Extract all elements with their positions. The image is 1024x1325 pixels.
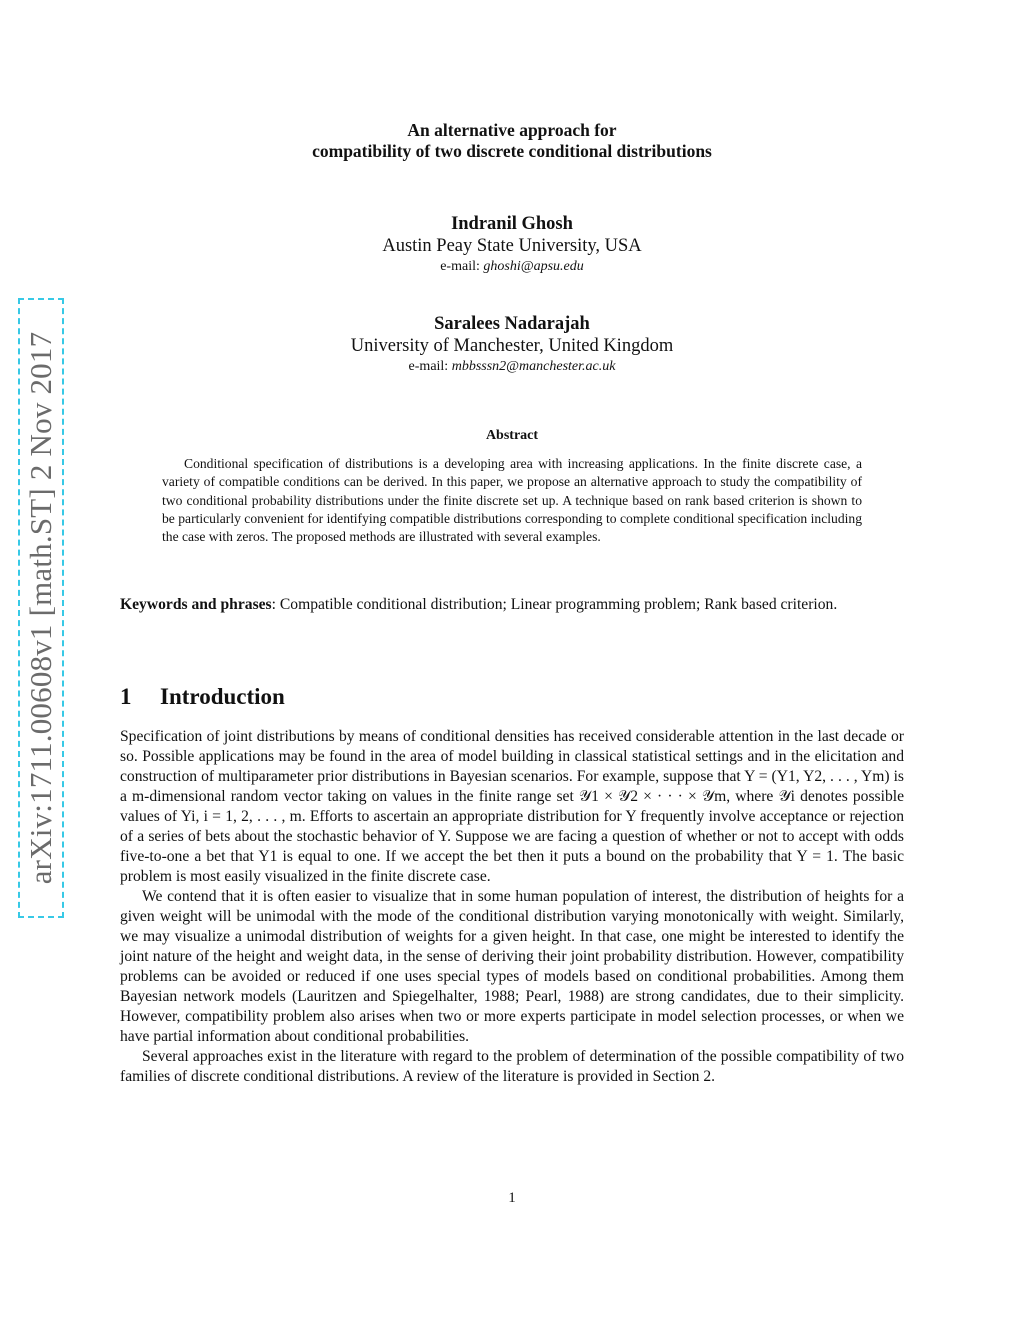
author-name: Indranil Ghosh — [451, 214, 573, 234]
author-email-line — [120, 257, 904, 277]
title-line-1: An alternative approach for — [407, 120, 617, 140]
keywords — [120, 595, 904, 615]
paper-title — [120, 120, 904, 162]
abstract-body — [162, 455, 862, 546]
author-email[interactable]: mbbsssn2@manchester.ac.uk — [451, 359, 616, 374]
author-block-2 — [120, 313, 904, 377]
paragraph: We contend that it is often easier to visualize that in some human population of interest, the distribution of heights for a given weight will be unimodal with the mode of the conditional distribution varying monotonically with weight. Similarly, we may visualize a unimodal distribution of weights for a given height. In that case, one might be interested to identify the joint nature of the height and weight data, in the sense of deriving their joint probability distribution. However, compatibility problems can be avoided or reduced if one uses special types of models based on conditional probabilities. Among them Bayesian network models (Lauritzen and Spiegelhalter, 1988; Pearl, 1988) are strong candidates, due to their simplicity. However, compatibility problem also arises when two or more experts participate in model selection processes, or when we have partial information about conditional probabilities. — [120, 888, 904, 1045]
email-label: e-mail: — [408, 359, 449, 374]
section-title: Introduction — [160, 684, 285, 709]
author-block-1 — [120, 213, 904, 277]
keywords-label: Keywords and phrases — [120, 596, 272, 613]
email-label: e-mail: — [440, 259, 480, 274]
keywords-text: : Compatible conditional distribution; Linear programming problem; Rank based criterion. — [271, 596, 838, 613]
author-affiliation: University of Manchester, United Kingdom — [350, 336, 674, 356]
author-name: Saralees Nadarajah — [434, 314, 590, 334]
section-heading — [120, 684, 285, 710]
title-line-2: compatibility of two discrete conditional distributions — [312, 141, 712, 161]
abstract-text: Conditional specification of distributions is a developing area with increasing applications. In the finite discrete case, a variety of compatible conditions can be derived. In this paper, we propose an alternative approach to study the compatibility of two conditional probability distributions under the finite discrete set up. A technique based on rank based criterion is shown to be particularly convenient for identifying compatible distributions corresponding to complete conditional specification including the case with zeros. The proposed methods are illustrated with several examples. — [162, 456, 862, 545]
section-number: 1 — [120, 684, 132, 709]
arxiv-id: arXiv:1711.00608v1 [math.ST] 2 Nov 2017 — [23, 331, 58, 885]
author-email-line — [120, 357, 904, 377]
author-email[interactable]: ghoshi@apsu.edu — [483, 259, 584, 274]
author-affiliation: Austin Peay State University, USA — [382, 236, 642, 256]
paragraph: Specification of joint distributions by means of conditional densities has received considerable attention in the last decade or so. Possible applications may be found in the area of model building in classical statistical settings and in the elicitation and construction of multiparameter prior distributions in Bayesian scenarios. For example, suppose that Y = (Y1, Y2, . . . , Ym) is a m-dimensional random vector taking on values in the finite range set 𝒴1 × 𝒴2 × · · · × 𝒴m, where 𝒴i denotes possible values of Yi, i = 1, 2, . . . , m. Efforts to ascertain an appropriate distribution for Y frequently involve acceptance or rejection of a series of bets about the stochastic behavior of Y. Suppose we are facing a question of whether or not to accept with odds five-to-one a bet that Y1 is equal to one. If we accept the bet then it puts a bound on the probability that Y = 1. The basic problem is most easily visualized in the finite discrete case. — [120, 728, 904, 885]
page-number: 1 — [508, 1190, 516, 1206]
section-body — [120, 727, 904, 1087]
paragraph: Several approaches exist in the literature with regard to the problem of determination of the possible compatibility of two families of discrete conditional distributions. A review of the literature is provided in Section 2. — [120, 1048, 904, 1085]
abstract-heading: Abstract — [485, 428, 539, 443]
arxiv-stamp[interactable] — [18, 298, 64, 918]
